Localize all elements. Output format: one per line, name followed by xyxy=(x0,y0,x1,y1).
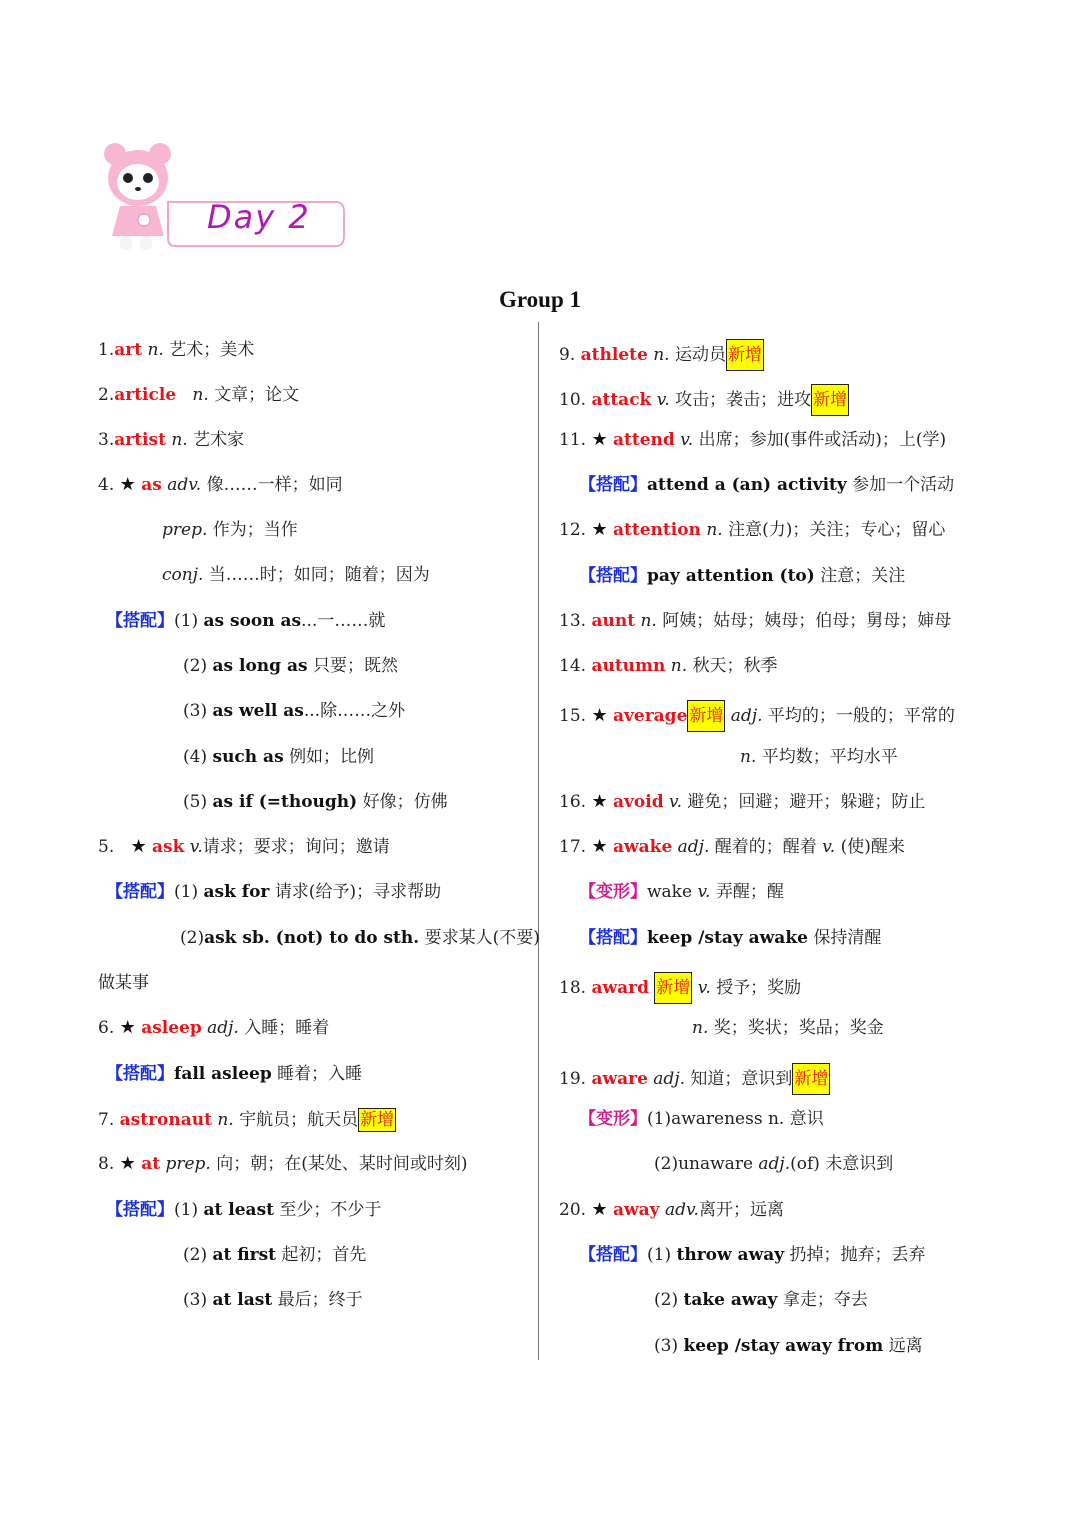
entry-as-conj: conj. 当……时；如同；随着；因为 xyxy=(162,565,430,585)
entry-art: 1.art n. 艺术；美术 xyxy=(98,340,255,360)
collocation-line-continued: 做某事 xyxy=(98,973,149,993)
collocation-line: 【搭配】fall asleep 睡着；入睡 xyxy=(106,1064,363,1084)
collocation-line: (2) as long as 只要；既然 xyxy=(183,656,398,676)
entry-awake: 17. ★ awake adj. 醒着的；醒着 v. (使)醒来 xyxy=(559,836,905,857)
collocation-line: (2) at first 起初；首先 xyxy=(183,1245,367,1265)
star-icon: ★ xyxy=(591,791,608,812)
variant-line: (2)unaware adj.(of) 未意识到 xyxy=(654,1154,894,1174)
entry-award-noun: n. 奖；奖状；奖品；奖金 xyxy=(692,1018,884,1038)
new-badge: 新增 xyxy=(792,1063,830,1095)
collocation-line: 【搭配】(1) as soon as...一……就 xyxy=(106,611,386,631)
entry-award: 18. award 新增 v. 授予；奖励 xyxy=(559,972,801,1004)
entry-aunt: 13. aunt n. 阿姨；姑母；姨母；伯母；舅母；婶母 xyxy=(559,611,952,631)
star-icon: ★ xyxy=(591,705,608,726)
entry-attend: 11. ★ attend v. 出席；参加(事件或活动)；上(学) xyxy=(559,429,947,450)
entry-as-prep: prep. 作为；当作 xyxy=(162,520,298,540)
new-badge: 新增 xyxy=(811,384,849,416)
new-badge: 新增 xyxy=(687,700,725,732)
collocation-line: (3) keep /stay away from 远离 xyxy=(654,1336,923,1356)
new-badge: 新增 xyxy=(654,972,692,1004)
star-icon: ★ xyxy=(591,1199,608,1220)
entry-aware: 19. aware adj. 知道；意识到 新增 xyxy=(559,1063,830,1095)
entry-attack: 10. attack v. 攻击；袭击；进攻 新增 xyxy=(559,384,849,416)
collocation-line: 【搭配】attend a (an) activity 参加一个活动 xyxy=(579,475,955,495)
page-title: Group 1 xyxy=(498,287,582,312)
variant-line: 【变形】wake v. 弄醒；醒 xyxy=(579,882,784,902)
star-icon: ★ xyxy=(591,429,608,450)
collocation-line: (2) take away 拿走；夺去 xyxy=(654,1290,868,1310)
collocation-line: 【搭配】pay attention (to) 注意；关注 xyxy=(579,566,906,586)
collocation-line: 【搭配】(1) at least 至少；不少于 xyxy=(106,1200,382,1220)
entry-attention: 12. ★ attention n. 注意(力)；关注；专心；留心 xyxy=(559,519,946,540)
column-divider xyxy=(538,322,539,1360)
star-icon: ★ xyxy=(119,1017,136,1038)
new-badge: 新增 xyxy=(726,339,764,371)
star-icon: ★ xyxy=(591,836,608,857)
entry-artist: 3.artist n. 艺术家 xyxy=(98,430,245,450)
entry-as: 4. ★ as adv. 像……一样；如同 xyxy=(98,474,343,495)
entry-athlete: 9. athlete n. 运动员 新增 xyxy=(559,339,764,371)
star-icon: ★ xyxy=(591,519,608,540)
star-icon: ★ xyxy=(119,1153,136,1174)
star-icon: ★ xyxy=(130,836,147,857)
collocation-line: (4) such as 例如；比例 xyxy=(183,747,375,767)
entry-away: 20. ★ away adv.离开；远离 xyxy=(559,1199,784,1220)
day-label: Day 2 xyxy=(207,198,311,236)
star-icon: ★ xyxy=(119,474,136,495)
collocation-line: 【搭配】(1) throw away 扔掉；抛弃；丢弃 xyxy=(579,1245,926,1265)
collocation-line: (3) at last 最后；终于 xyxy=(183,1290,363,1310)
entry-average-noun: n. 平均数；平均水平 xyxy=(740,747,898,767)
entry-average: 15. ★ average 新增 adj. 平均的；一般的；平常的 xyxy=(559,700,955,732)
collocation-line: (3) as well as...除……之外 xyxy=(183,701,406,721)
collocation-line: (5) as if (=though) 好像；仿佛 xyxy=(183,792,448,812)
entry-autumn: 14. autumn n. 秋天；秋季 xyxy=(559,656,778,676)
entry-at: 8. ★ at prep. 向；朝；在(某处、某时间或时刻) xyxy=(98,1153,468,1174)
entry-avoid: 16. ★ avoid v. 避免；回避；避开；躲避；防止 xyxy=(559,791,926,812)
collocation-line: 【搭配】keep /stay awake 保持清醒 xyxy=(579,928,882,948)
collocation-line: 【搭配】(1) ask for 请求(给予)；寻求帮助 xyxy=(106,882,442,902)
entry-asleep: 6. ★ asleep adj. 入睡；睡着 xyxy=(98,1017,330,1038)
new-badge: 新增 xyxy=(360,1110,395,1130)
entry-ask: 5. ★ ask v.请求；要求；询问；邀请 xyxy=(98,836,390,857)
variant-line: 【变形】(1)awareness n. 意识 xyxy=(579,1109,824,1129)
entry-astronaut: 7. astronaut n. 宇航员；航天员 新增 xyxy=(98,1110,395,1130)
entry-article: 2.article n. 文章；论文 xyxy=(98,385,300,405)
collocation-line: (2)ask sb. (not) to do sth. 要求某人(不要) xyxy=(180,928,540,948)
